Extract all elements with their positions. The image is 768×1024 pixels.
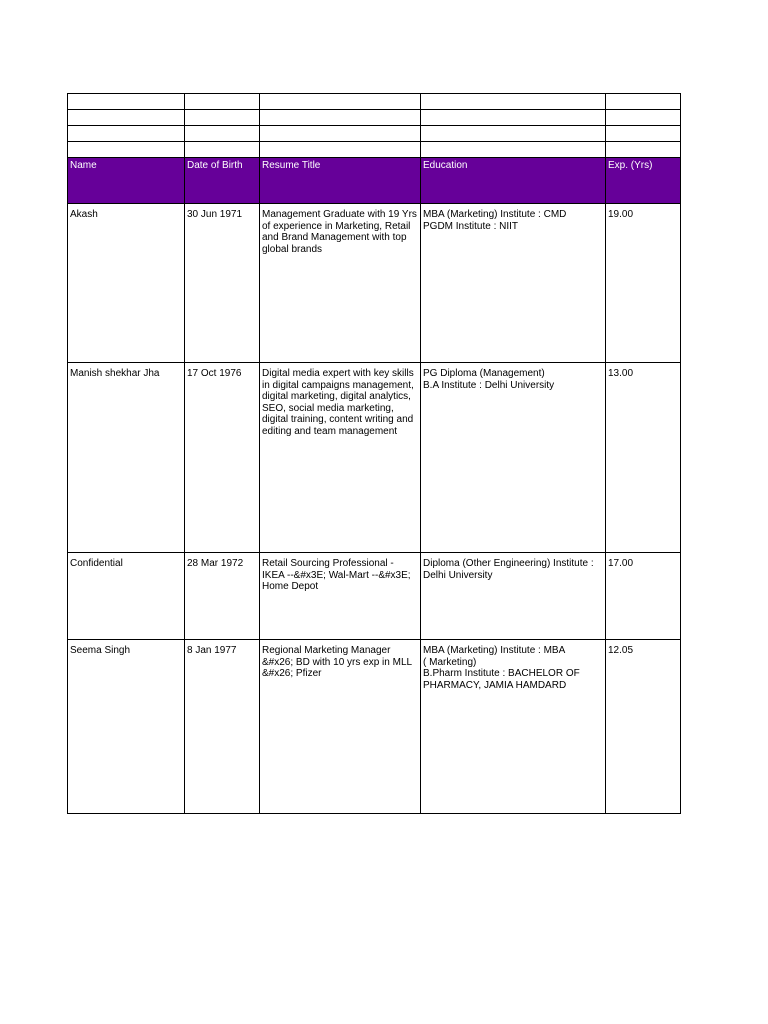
- education-line: MBA (Marketing) Institute : MBA: [423, 645, 566, 656]
- experience-cell: 17.00: [606, 553, 681, 640]
- table-row: [68, 553, 681, 640]
- education-cell: [421, 553, 606, 640]
- experience-cell: 19.00: [606, 204, 681, 363]
- dob-cell: 30 Jun 1971: [185, 204, 260, 363]
- empty-cell: [68, 142, 185, 158]
- education-line: B.A Institute : Delhi University: [423, 379, 555, 391]
- empty-cell: [421, 94, 606, 110]
- resume-title-text: Regional Marketing Manager &#x26; BD with 10 yrs exp in MLL &#x26; Pfizer: [262, 645, 412, 679]
- header-row: [68, 158, 681, 204]
- empty-cell: [606, 126, 681, 142]
- resume-title-cell: [260, 640, 421, 814]
- table-row: [68, 640, 681, 814]
- resume-title-cell: [260, 204, 421, 363]
- education-cell: [421, 640, 606, 814]
- empty-cell: [421, 110, 606, 126]
- experience-cell: 12.05: [606, 640, 681, 814]
- empty-cell: [606, 110, 681, 126]
- resume-title-text: Management Graduate with 19 Yrs of experience in Marketing, Retail and Brand Management with top global brands: [262, 209, 417, 255]
- resume-title-text: Retail Sourcing Professional - IKEA --&#x3E; Wal-Mart --&#x3E; Home Depot: [262, 558, 411, 592]
- candidate-table: [67, 93, 681, 814]
- education-line: Delhi University: [423, 569, 493, 581]
- education-line: PG Diploma (Management): [423, 368, 545, 379]
- blank-row: [68, 126, 681, 142]
- empty-cell: [421, 126, 606, 142]
- education-line: Diploma (Other Engineering) Institute :: [423, 558, 594, 569]
- resume-title-cell: [260, 553, 421, 640]
- empty-cell: [185, 142, 260, 158]
- education-cell: [421, 363, 606, 553]
- empty-cell: [606, 94, 681, 110]
- blank-row: [68, 142, 681, 158]
- name-cell: Manish shekhar Jha: [68, 363, 185, 553]
- column-header-education: Education: [421, 158, 606, 204]
- education-line: PHARMACY, JAMIA HAMDARD: [423, 679, 567, 691]
- column-header-resume-title: Resume Title: [260, 158, 421, 204]
- empty-cell: [68, 94, 185, 110]
- education-line: MBA (Marketing) Institute : CMD: [423, 209, 567, 220]
- education-line: ( Marketing): [423, 656, 477, 668]
- name-cell: Confidential: [68, 553, 185, 640]
- name-cell: Akash: [68, 204, 185, 363]
- education-line: B.Pharm Institute : BACHELOR OF: [423, 668, 580, 679]
- empty-cell: [260, 94, 421, 110]
- empty-cell: [260, 126, 421, 142]
- column-header-name: Name: [68, 158, 185, 204]
- empty-cell: [185, 110, 260, 126]
- column-header-experience: Exp. (Yrs): [606, 158, 681, 204]
- table-row: [68, 204, 681, 363]
- blank-row: [68, 110, 681, 126]
- table-row: [68, 363, 681, 553]
- column-header-date-of-birth: Date of Birth: [185, 158, 260, 204]
- dob-cell: 17 Oct 1976: [185, 363, 260, 553]
- dob-cell: 8 Jan 1977: [185, 640, 260, 814]
- blank-row: [68, 94, 681, 110]
- education-line: PGDM Institute : NIIT: [423, 220, 519, 232]
- empty-cell: [606, 142, 681, 158]
- resume-title-cell: [260, 363, 421, 553]
- education-cell: [421, 204, 606, 363]
- empty-cell: [260, 142, 421, 158]
- empty-cell: [68, 126, 185, 142]
- dob-cell: 28 Mar 1972: [185, 553, 260, 640]
- empty-cell: [421, 142, 606, 158]
- experience-cell: 13.00: [606, 363, 681, 553]
- empty-cell: [185, 126, 260, 142]
- resume-title-text: Digital media expert with key skills in digital campaigns management, digital marketing, digital analytics, SEO, social media marketing, digital training, content writing and editing and team management: [262, 368, 414, 437]
- empty-cell: [260, 110, 421, 126]
- name-cell: Seema Singh: [68, 640, 185, 814]
- empty-cell: [185, 94, 260, 110]
- empty-cell: [68, 110, 185, 126]
